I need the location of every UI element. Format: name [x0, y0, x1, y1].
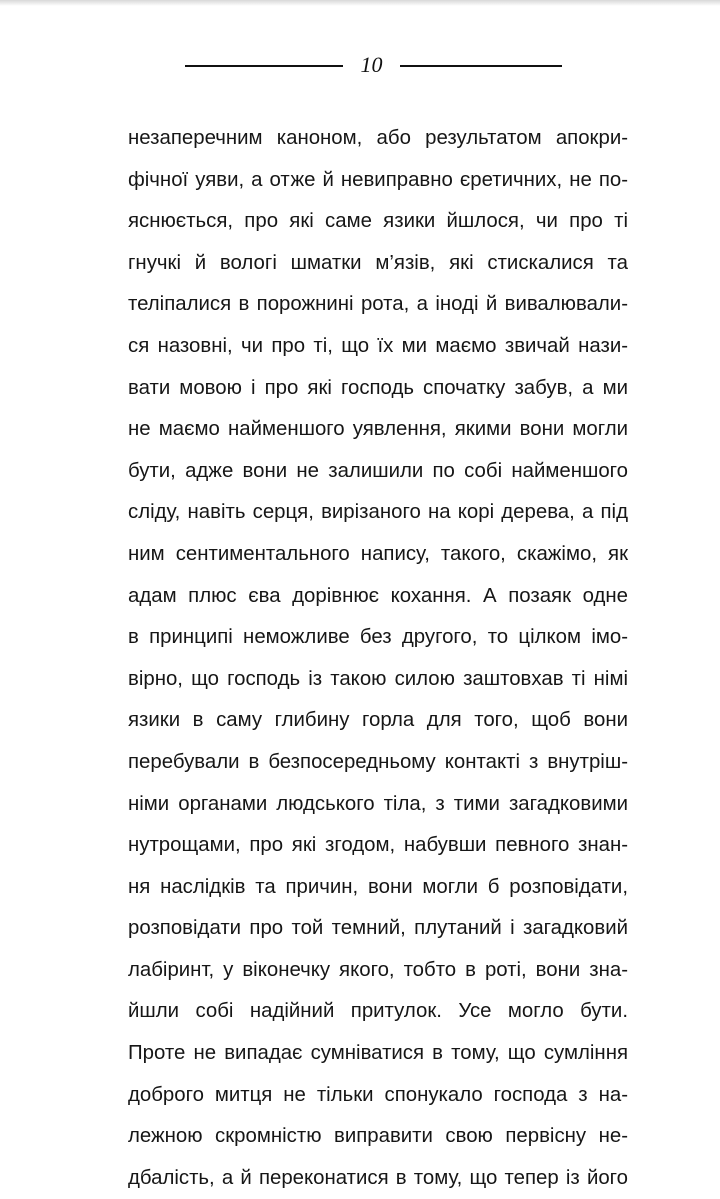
text-line: сліду, навіть серця, вирізаного на корі дерева, а під	[128, 501, 628, 524]
text-line: нутрощами, про які згодом, набувши певного знан-	[128, 834, 628, 857]
text-line: вірно, що господь із такою силою заштовхав ті німі	[128, 667, 628, 690]
text-line: теліпалися в порожнині рота, а іноді й вивалювали-	[128, 293, 628, 316]
text-line: незаперечним каноном, або результатом апокри-	[128, 127, 628, 149]
text-line: ня наслідків та причин, вони могли б розповідати,	[128, 875, 628, 898]
text-line: німи органами людського тіла, з тими загадковими	[128, 792, 628, 815]
text-line: Проте не випадає сумніватися в тому, що сумління	[128, 1042, 628, 1065]
text-line: язики в саму глибину горла для того, щоб вони	[128, 709, 628, 732]
text-line: йшли собі надійний притулок. Усе могло бути.	[128, 1000, 628, 1023]
text-line: розповідати про той темний, плутаний і загадковий	[128, 917, 628, 940]
text-line: перебували в безпосередньому контакті з внутріш-	[128, 750, 628, 773]
text-line: в принципі неможливе без другого, то цілком імо-	[128, 626, 628, 649]
text-line: бути, адже вони не залишили по собі найменшого	[128, 459, 628, 482]
text-line: фічної уяви, а отже й невиправно єретичних, не по-	[128, 168, 628, 191]
text-line: дбалість, а й переконатися в тому, що тепер із його	[128, 1166, 628, 1189]
page-top-edge	[0, 0, 720, 6]
text-line: лабіринт, у віконечку якого, тобто в роті, вони зна-	[128, 958, 628, 981]
text-line: лежною скромністю виправити свою первісну не-	[128, 1125, 628, 1148]
text-line: адам плюс єва дорівнює кохання. А позаяк одне	[128, 584, 628, 607]
text-line: вати мовою і про які господь спочатку забув, а ми	[128, 376, 628, 399]
text-line: ся назовні, чи про ті, що їх ми маємо звичай нази-	[128, 334, 628, 357]
header-rule-right	[400, 65, 562, 67]
text-line: гнучкі й вологі шматки м’язів, які стискалися та	[128, 251, 628, 274]
text-line: яснюється, про які саме язики йшлося, чи про ті	[128, 210, 628, 233]
text-line: не маємо найменшого уявлення, якими вони могли	[128, 418, 628, 441]
running-header	[0, 50, 720, 80]
header-rule-left	[185, 65, 343, 67]
page-number: 10	[360, 52, 383, 77]
body-text	[128, 118, 628, 1199]
text-line: ним сентиментального напису, такого, скажімо, як	[128, 542, 628, 565]
text-line: доброго митця не тільки спонукало господа з на-	[128, 1083, 628, 1106]
